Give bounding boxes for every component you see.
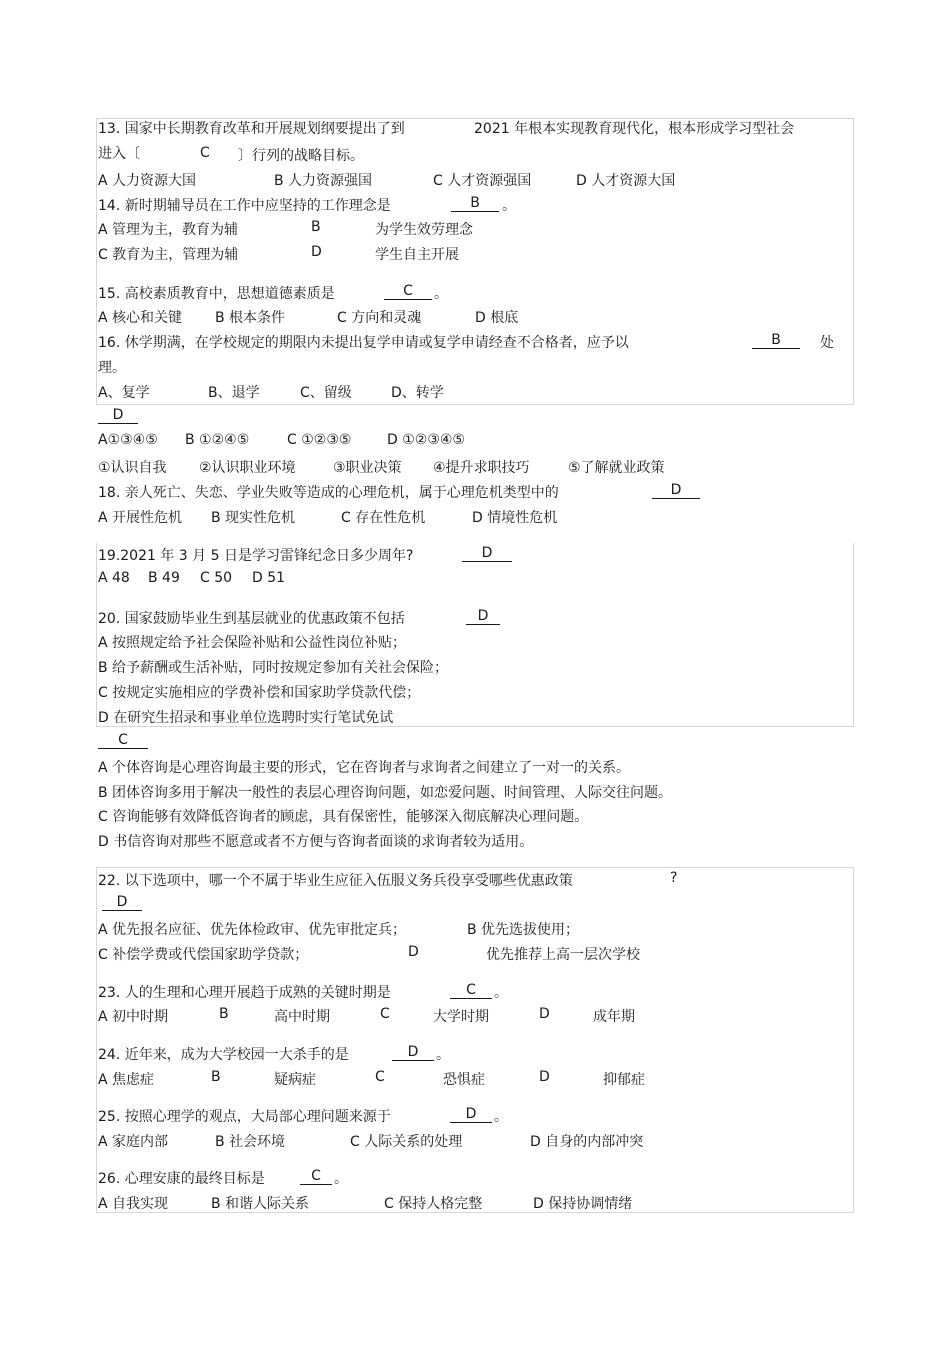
question-23-option-c-letter: C <box>380 1006 390 1022</box>
question-24-option-b-letter: B <box>211 1069 221 1085</box>
question-16-answer: B <box>752 332 800 349</box>
question-25-stem: 25. 按照心理学的观点，大局部心理问题来源于 <box>98 1109 391 1125</box>
question-24-option-c-letter: C <box>375 1069 385 1085</box>
question-14-stem: 14. 新时期辅导员在工作中应坚持的工作理念是 <box>98 198 391 214</box>
question-22-question-mark: ? <box>670 870 678 886</box>
question-25-tail: 。 <box>494 1109 508 1125</box>
question-21-answer: C <box>98 732 148 749</box>
question-17-item-1: ①认识自我 <box>98 460 167 476</box>
question-14-option-d-letter: D <box>311 244 322 260</box>
question-18-option-a: A 开展性危机 <box>98 510 183 526</box>
question-22-option-d-text: 优先推荐上高一层次学校 <box>486 947 640 963</box>
question-22-option-a: A 优先报名应征、优先体检政审、优先审批定兵； <box>98 922 407 938</box>
question-23-option-d-text: 成年期 <box>593 1009 635 1025</box>
question-20-stem: 20. 国家鼓励毕业生到基层就业的优惠政策不包括 <box>98 611 405 627</box>
question-21-option-d: D 书信咨询对那些不愿意或者不方便与咨询者面谈的求询者较为适用。 <box>98 834 534 850</box>
question-17-answer: D <box>98 407 138 424</box>
question-13-option-c: C 人才资源强国 <box>433 173 532 189</box>
question-16-line2: 理。 <box>98 360 126 376</box>
question-25-option-b: B 社会环境 <box>215 1134 286 1150</box>
question-17-option-b: B ①②④⑤ <box>185 432 250 448</box>
question-15-option-b: B 根本条件 <box>215 310 286 326</box>
question-14-option-d-text: 学生自主开展 <box>375 247 459 263</box>
question-13-line1b: 2021 年根本实现教育现代化，根本形成学习型社会 <box>474 121 795 137</box>
question-24-option-b-text: 疑病症 <box>274 1072 316 1088</box>
question-13-option-b: B 人力资源强国 <box>274 173 373 189</box>
question-24-answer: D <box>392 1044 434 1061</box>
question-13-option-d: D 人才资源大国 <box>576 173 676 189</box>
question-22-option-b: B 优先选拔使用； <box>467 922 580 938</box>
question-14-option-c: C 教育为主，管理为辅 <box>98 247 239 263</box>
question-20-option-c: C 按规定实施相应的学费补偿和国家助学贷款代偿； <box>98 685 421 701</box>
question-15-option-c: C 方向和灵魂 <box>337 310 422 326</box>
question-21-option-c: C 咨询能够有效降低咨询者的顾虑，具有保密性，能够深入彻底解决心理问题。 <box>98 809 589 825</box>
question-17-option-c: C ①②③⑤ <box>287 432 352 448</box>
question-17-item-5: ⑤了解就业政策 <box>568 460 665 476</box>
question-24-tail: 。 <box>436 1047 450 1063</box>
question-18-option-c: C 存在性危机 <box>341 510 426 526</box>
question-23-option-b-letter: B <box>219 1006 229 1022</box>
question-14-option-b-text: 为学生效劳理念 <box>375 222 473 238</box>
question-16-tail: 处 <box>820 335 834 351</box>
question-26-answer: C <box>300 1168 332 1185</box>
question-14-answer: B <box>451 195 499 212</box>
question-13-answer: C <box>200 145 210 161</box>
question-19-option-a: A 48 <box>98 570 130 586</box>
question-18-option-d: D 情境性危机 <box>472 510 558 526</box>
question-24-option-d-text: 抑郁症 <box>603 1072 645 1088</box>
question-25-option-d: D 自身的内部冲突 <box>530 1134 644 1150</box>
question-26-stem: 26. 心理安康的最终目标是 <box>98 1171 265 1187</box>
question-16-option-d: D、转学 <box>391 385 444 401</box>
question-23-option-b-text: 高中时期 <box>274 1009 330 1025</box>
question-14-option-a: A 管理为主，教育为辅 <box>98 222 239 238</box>
question-24-option-a: A 焦虑症 <box>98 1072 155 1088</box>
question-25-option-c: C 人际关系的处理 <box>350 1134 463 1150</box>
question-23-stem: 23. 人的生理和心理开展趋于成熟的关键时期是 <box>98 985 391 1001</box>
question-23-tail: 。 <box>494 985 508 1001</box>
question-16-option-b: B、退学 <box>208 385 260 401</box>
question-13-option-a: A 人力资源大国 <box>98 173 197 189</box>
question-26-tail: 。 <box>334 1171 348 1187</box>
question-17-item-3: ③职业决策 <box>333 460 402 476</box>
question-20-option-d: D 在研究生招录和事业单位选聘时实行笔试免试 <box>98 710 394 726</box>
question-17-item-2: ②认识职业环境 <box>199 460 296 476</box>
question-18-option-b: B 现实性危机 <box>211 510 296 526</box>
question-14-tail: 。 <box>502 198 516 214</box>
question-19-option-b: B 49 <box>148 570 180 586</box>
question-20-option-a: A 按照规定给予社会保险补贴和公益性岗位补贴； <box>98 635 407 651</box>
question-17-option-a: A①③④⑤ <box>98 432 158 448</box>
question-24-stem: 24. 近年来，成为大学校园一大杀手的是 <box>98 1047 349 1063</box>
question-13-line2: 进入〔 <box>98 146 140 162</box>
question-24-option-c-text: 恐惧症 <box>443 1072 485 1088</box>
question-23-option-a: A 初中时期 <box>98 1009 169 1025</box>
question-15-option-d: D 根底 <box>475 310 519 326</box>
question-19-answer: D <box>462 545 512 562</box>
question-16-option-c: C、留级 <box>300 385 352 401</box>
question-26-option-c: C 保持人格完整 <box>384 1196 483 1212</box>
question-18-answer: D <box>652 482 700 499</box>
question-26-option-a: A 自我实现 <box>98 1196 169 1212</box>
question-25-answer: D <box>450 1106 492 1123</box>
question-15-tail: 。 <box>434 286 448 302</box>
question-16-option-a: A、复学 <box>98 385 150 401</box>
question-22-option-d-letter: D <box>408 944 419 960</box>
question-15-stem: 15. 高校素质教育中，思想道德素质是 <box>98 286 335 302</box>
question-23-option-d-letter: D <box>539 1006 550 1022</box>
question-26-option-b: B 和谐人际关系 <box>211 1196 310 1212</box>
question-23-option-c-text: 大学时期 <box>433 1009 489 1025</box>
question-20-answer: D <box>466 608 500 625</box>
question-17-item-4: ④提升求职技巧 <box>433 460 530 476</box>
question-17-option-d: D ①②③④⑤ <box>387 432 465 448</box>
question-19-option-d: D 51 <box>252 570 286 586</box>
question-15-option-a: A 核心和关键 <box>98 310 183 326</box>
question-26-option-d: D 保持协调情绪 <box>533 1196 633 1212</box>
question-25-option-a: A 家庭内部 <box>98 1134 169 1150</box>
question-13-line2-tail: 〕行列的战略目标。 <box>238 148 364 164</box>
question-14-option-b-letter: B <box>311 219 321 235</box>
question-21-option-b: B 团体咨询多用于解决一般性的表层心理咨询问题，如恋爱问题、时间管理、人际交往问题。 <box>98 785 673 801</box>
question-22-stem: 22. 以下选项中，哪一个不属于毕业生应征入伍服义务兵役享受哪些优惠政策 <box>98 873 573 889</box>
question-23-answer: C <box>450 982 492 999</box>
question-13-line1: 13. 国家中长期教育改革和开展规划纲要提出了到 <box>98 121 405 137</box>
question-21-option-a: A 个体咨询是心理咨询最主要的形式，它在咨询者与求询者之间建立了一对一的关系。 <box>98 760 631 776</box>
question-15-answer: C <box>384 283 432 300</box>
question-24-option-d-letter: D <box>539 1069 550 1085</box>
question-20-option-b: B 给予薪酬或生活补贴，同时按规定参加有关社会保险； <box>98 660 449 676</box>
question-22-answer: D <box>102 894 142 911</box>
question-16-stem: 16. 休学期满，在学校规定的期限内未提出复学申请或复学申请经查不合格者，应予以 <box>98 335 629 351</box>
question-18-stem: 18. 亲人死亡、失恋、学业失败等造成的心理危机，属于心理危机类型中的 <box>98 485 559 501</box>
question-19-stem: 19.2021 年 3 月 5 日是学习雷锋纪念日多少周年? <box>98 548 414 564</box>
question-22-option-c: C 补偿学费或代偿国家助学贷款； <box>98 947 309 963</box>
question-19-option-c: C 50 <box>200 570 233 586</box>
